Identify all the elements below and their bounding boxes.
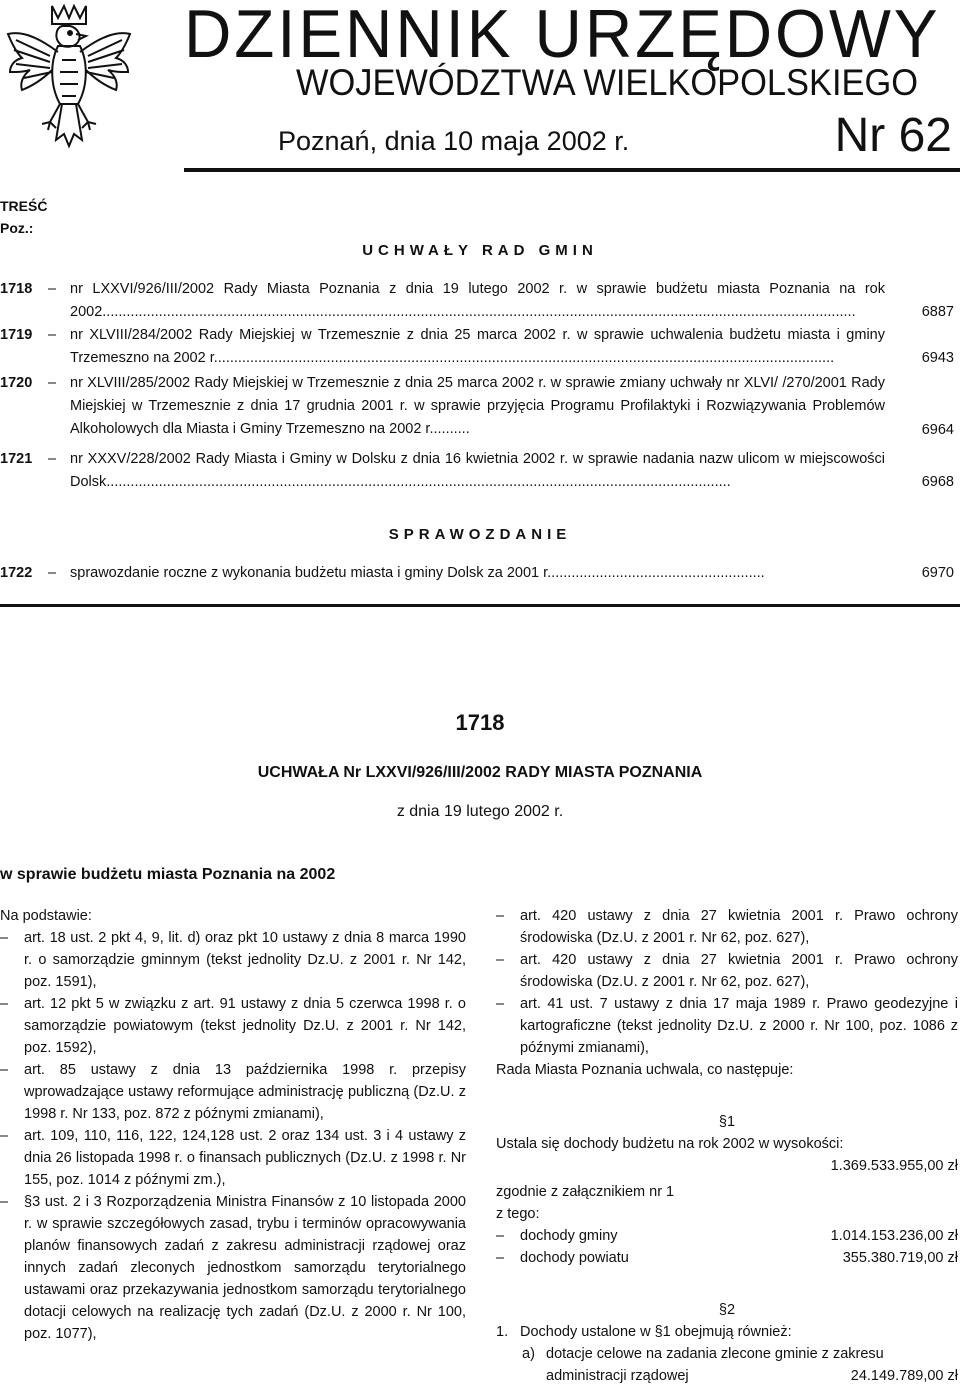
toc-entry[interactable]: 1720 – nr XLVIII/285/2002 Rady Miejskiej w Trzemesznie z dnia 25 marca 2002 r. w sprawie zmiany uchwały nr XLVI/ /270/2001 Rady Miejskiej w Trzemesznie z dnia 17 grudnia 2001 r. w sprawie przyjęcia Programu Profilaktyki i Rozwiązywania Problemów Alkoholowych dla Miasta i Gminy Trzemeszno na 2002 r.......... 6964 [0, 372, 960, 442]
income-amount: 355.380.719,00 zł [842, 1250, 958, 1266]
paragraph-2-subitem [496, 1343, 958, 1387]
toc-divider [0, 604, 960, 607]
resolution-subject: w sprawie budżetu miasta Poznania na 2002 [0, 866, 336, 883]
toc-entry[interactable]: 1719 – nr XLVIII/284/2002 Rady Miejskiej w Trzemesznie z dnia 25 marca 2002 r. w sprawie uchwalenia budżetu miasta i gminy Trzemeszno na 2002 r.......................................................................................................................................................... 6943 [0, 324, 960, 370]
toc-entry[interactable]: 1718 – nr LXXVI/926/III/2002 Rady Miasta Poznania z dnia 19 lutego 2002 r. w sprawie budżetu miasta Poznania na rok 2002........................................................................................................................................................................................... 6887 [0, 278, 960, 324]
toc-entry-number: 1718 [0, 281, 33, 297]
legal-basis-item: – §3 ust. 2 i 3 Rozporządzenia Ministra Finansów z 10 listopada 2000 r. w sprawie szczegółowych zasad, trybu i terminów opracowywania planów finansowych zadań z zakresu administracji rządowej oraz innych zadań zleconych jednostkom samorządu terytorialnego ustawami oraz przekazywania jednostkom samorządu terytorialnego dotacji celowych na realizację tych zadań (Dz.U. z 2000 r. Nr 100, poz. 1077), [0, 1191, 466, 1345]
section-heading-reports: SPRAWOZDANIE [388, 526, 572, 543]
council-decision-text: Rada Miasta Poznania uchwala, co następuje: [496, 1062, 794, 1078]
dash-bullet: – [496, 1250, 505, 1266]
toc-entry[interactable]: 1721 – nr XXXV/228/2002 Rady Miasta i Gminy w Dolsku z dnia 16 kwietnia 2002 r. w sprawie nadania nazw ulicom w miejscowości Dolsk........................................................................................................................................................... 6968 [0, 448, 960, 494]
issue-number: Nr 62 [834, 109, 952, 162]
header-divider [184, 168, 960, 172]
toc-position-label: Poz.: [0, 220, 34, 236]
toc-entry-text: nr XXXV/228/2002 Rady Miasta i Gminy w Dolsku z dnia 16 kwietnia 2002 r. w sprawie nadania nazw ulicom w miejscowości Dolsk [70, 451, 885, 490]
dash-bullet: – [0, 930, 9, 946]
item-number: 1. [496, 1324, 509, 1340]
dash-bullet: – [0, 996, 9, 1012]
toc-title: TREŚĆ [0, 198, 48, 214]
legal-basis-item: – art. 109, 110, 116, 122, 124,128 ust. 2 oraz 134 ust. 3 i 4 ustawy z dnia 26 listopada 1998 r. o finansach publicznych (Dz.U. z 1998 r. Nr 155, poz. 1014 z późnymi zm.), [0, 1125, 466, 1191]
toc-entry-number: 1719 [0, 327, 33, 343]
left-column [0, 905, 466, 1345]
dash-bullet: – [496, 996, 505, 1012]
toc-entry-page: 6970 [921, 565, 954, 581]
toc-entry-number: 1720 [0, 375, 33, 391]
toc-entry-page: 6887 [921, 304, 954, 320]
legal-basis-item: – art. 420 ustawy z dnia 27 kwietnia 2001 r. Prawo ochrony środowiska (Dz.U. z 2001 r. Nr 62, poz. 627), [496, 949, 958, 993]
income-row [496, 1247, 958, 1269]
total-income-amount: 1.369.533.955,00 zł [830, 1158, 958, 1174]
toc-entry-page: 6968 [921, 474, 954, 490]
attachment-reference: zgodnie z załącznikiem nr 1 [496, 1184, 675, 1200]
income-label: dochody gminy [520, 1228, 618, 1244]
subitem-amount: 24.149.789,00 zł [850, 1368, 958, 1384]
dash-bullet: – [0, 1194, 9, 1210]
toc-entry-number: 1721 [0, 451, 33, 467]
toc-entry-text: nr LXXVI/926/III/2002 Rady Miasta Poznania z dnia 19 lutego 2002 r. w sprawie budżetu miasta Poznania na rok 2002 [70, 281, 885, 320]
toc-entry-number: 1722 [0, 565, 33, 581]
dash-bullet: – [496, 908, 505, 924]
gazette-title: DZIENNIK URZĘDOWY [184, 0, 941, 72]
income-row [496, 1225, 958, 1247]
subitem-text: dotacje celowe na zadania zlecone gminie z zakresu administracji rządowej [546, 1346, 884, 1384]
paragraph-1-text: Ustala się dochody budżetu na rok 2002 w wysokości: [496, 1136, 844, 1152]
eagle-emblem-icon [2, 0, 136, 150]
dash-bullet: – [496, 1228, 505, 1244]
toc-entry-dash: – [48, 565, 57, 581]
paragraph-mark-2: §2 [718, 1302, 736, 1318]
toc-entry-dash: – [48, 451, 57, 467]
toc-entry-dash: – [48, 281, 57, 297]
dash-bullet: – [0, 1062, 9, 1078]
resolution-date: z dnia 19 lutego 2002 r. [396, 803, 564, 820]
resolution-position-number: 1718 [455, 710, 505, 735]
paragraph-mark-1: §1 [718, 1114, 736, 1130]
resolution-title: UCHWAŁA Nr LXXVI/926/III/2002 RADY MIASTA POZNANIA [257, 764, 703, 781]
subitem-letter: a) [522, 1346, 535, 1362]
dash-bullet: – [496, 952, 505, 968]
legal-basis-intro: Na podstawie: [0, 908, 92, 924]
gazette-subtitle: WOJEWÓDZTWA WIELKOPOLSKIEGO [296, 62, 918, 103]
legal-basis-item: – art. 12 pkt 5 w związku z art. 91 ustawy z dnia 5 czerwca 1998 r. o samorządzie powiatowym (tekst jednolity Dz.U. z 2001 r. Nr 142, poz. 1592), [0, 993, 466, 1059]
legal-basis-item: – art. 18 ust. 2 pkt 4, 9, lit. d) oraz pkt 10 ustawy z dnia 8 marca 1990 r. o samorządzie gminnym (tekst jednolity Dz.U. z 2001 r. Nr 142, poz. 1591), [0, 927, 466, 993]
dash-bullet: – [0, 1128, 9, 1144]
paragraph-2-item: 1. Dochody ustalone w §1 obejmują również: [496, 1321, 958, 1343]
toc-entry-page: 6964 [921, 422, 954, 438]
toc-entry-dash: – [48, 375, 57, 391]
legal-basis-item: – art. 85 ustawy z dnia 13 października 1998 r. przepisy wprowadzające ustawy reformujące administrację publiczną (Dz.U. z 1998 r. Nr 133, poz. 872 z późnymi zmianami), [0, 1059, 466, 1125]
legal-basis-item: – art. 41 ust. 7 ustawy z dnia 17 maja 1989 r. Prawo geodezyjne i kartograficzne (tekst jednolity Dz.U. z 2000 r. Nr 100, poz. 1086 z późnymi zmianami), [496, 993, 958, 1059]
toc-entry-text: nr XLVIII/285/2002 Rady Miejskiej w Trzemesznie z dnia 25 marca 2002 r. w sprawie zmiany uchwały nr XLVI/ /270/2001 Rady Miejskiej w Trzemesznie z dnia 17 grudnia 2001 r. w sprawie przyjęcia Programu Profilaktyki i Rozwiązywania Problemów Alkoholowych dla Miasta i Gminy Trzemeszno na 2002 r. [70, 375, 885, 437]
of-which-label: z tego: [496, 1206, 540, 1222]
income-label: dochody powiatu [520, 1250, 629, 1266]
right-column [496, 905, 958, 1387]
issue-place-date: Poznań, dnia 10 maja 2002 r. [278, 126, 630, 156]
toc-entry-text: nr XLVIII/284/2002 Rady Miejskiej w Trzemesznie z dnia 25 marca 2002 r. w sprawie uchwalenia budżetu miasta i gminy Trzemeszno na 2002 r. [70, 327, 885, 366]
toc-entry[interactable]: 1722 – sprawozdanie roczne z wykonania budżetu miasta i gminy Dolsk za 2001 r...................................................... 6970 [0, 562, 960, 585]
income-amount: 1.014.153.236,00 zł [830, 1228, 958, 1244]
toc-entry-dash: – [48, 327, 57, 343]
legal-basis-item: – art. 420 ustawy z dnia 27 kwietnia 2001 r. Prawo ochrony środowiska (Dz.U. z 2001 r. Nr 62, poz. 627), [496, 905, 958, 949]
toc-entry-page: 6943 [921, 350, 954, 366]
toc-entry-text: sprawozdanie roczne z wykonania budżetu miasta i gminy Dolsk za 2001 r. [70, 565, 552, 581]
section-heading-resolutions: UCHWAŁY RAD GMIN [362, 242, 598, 259]
